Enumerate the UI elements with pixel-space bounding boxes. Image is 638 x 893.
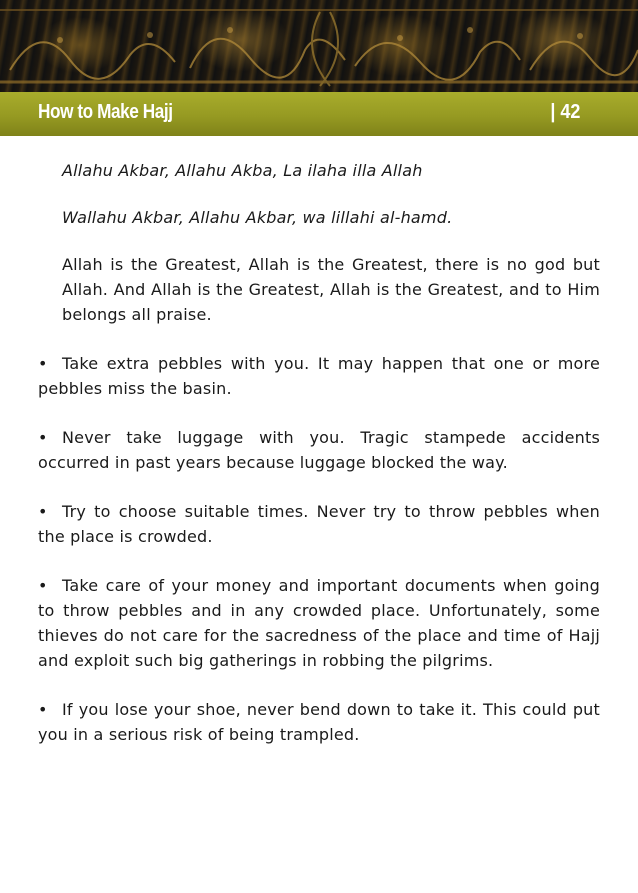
bullet-text: Never take luggage with you. Tragic stampede accidents occurred in past years because luggage blocked the way. (38, 428, 600, 472)
list-item (38, 351, 600, 401)
page-content (38, 158, 600, 747)
bullet-text: If you lose your shoe, never bend down to take it. This could put you in a serious risk of being trampled. (38, 700, 600, 744)
page-number: | 42 (549, 101, 580, 123)
list-item (38, 499, 600, 549)
list-item (38, 425, 600, 475)
takbir-translation: Allah is the Greatest, Allah is the Greatest, there is no god but Allah. And Allah is the Greatest, Allah is the Greatest, and to Him belongs all praise. (62, 255, 600, 324)
list-item (38, 573, 600, 673)
list-item (38, 697, 600, 747)
bullet-icon: • (38, 700, 48, 719)
bullet-text: Take extra pebbles with you. It may happen that one or more pebbles miss the basin. (38, 354, 600, 398)
bullet-text: Try to choose suitable times. Never try to throw pebbles when the place is crowded. (38, 502, 600, 546)
header-banner-image (0, 0, 638, 92)
bullet-icon: • (38, 354, 48, 373)
bullet-icon: • (38, 576, 48, 595)
bullet-icon: • (38, 428, 48, 447)
header-title-bar (0, 92, 638, 136)
book-title: How to Make Hajj (38, 101, 173, 123)
bullet-text: Take care of your money and important documents when going to throw pebbles and in any crowded place. Unfortunately, some thieves do not care for the sacredness of the place and time of Hajj and exploit such big gatherings in robbing the pilgrims. (38, 576, 600, 670)
takbir-line-1: Allahu Akbar, Allahu Akba, La ilaha illa Allah (62, 161, 423, 180)
bullet-icon: • (38, 502, 48, 521)
calligraphy-pattern-icon (0, 0, 638, 92)
takbir-line-2: Wallahu Akbar, Allahu Akbar, wa lillahi al-hamd. (62, 208, 453, 227)
